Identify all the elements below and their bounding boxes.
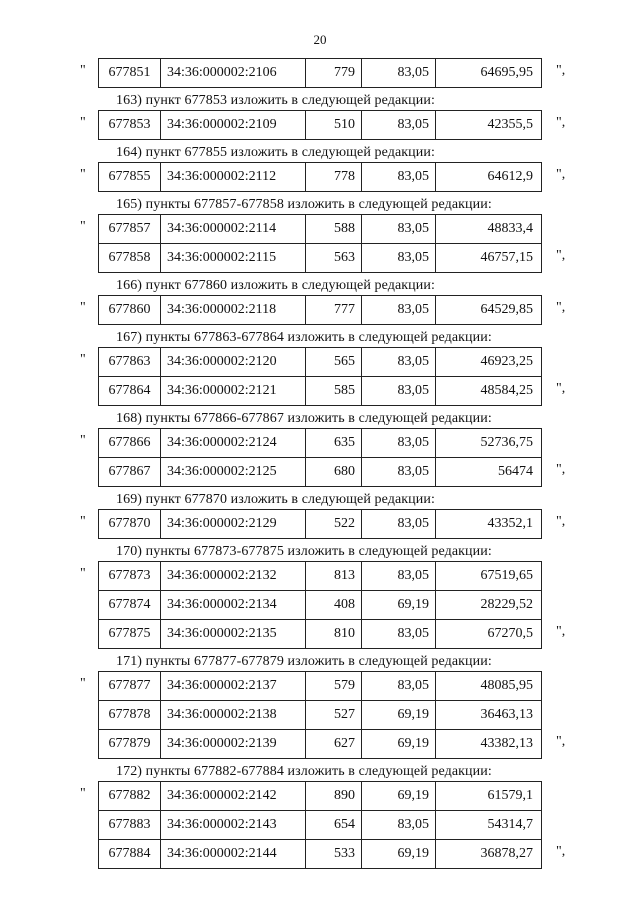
amendment-section — [0, 759, 640, 869]
opening-quote: " — [80, 676, 86, 691]
area-cell: 585 — [306, 377, 362, 405]
amendment-heading: 172) пункты 677882-677884 изложить в следующей редакции: — [116, 764, 492, 779]
closing-quote: ", — [556, 462, 566, 477]
table-row — [99, 810, 541, 839]
cadastral-number-cell: 34:36:000002:2118 — [161, 296, 306, 324]
data-table — [98, 295, 542, 325]
rate-cell: 69,19 — [362, 840, 436, 868]
data-table — [98, 214, 542, 273]
cadastral-number-cell: 34:36:000002:2106 — [161, 59, 306, 87]
table-row — [99, 782, 541, 810]
opening-quote: " — [80, 300, 86, 315]
rate-cell: 83,05 — [362, 377, 436, 405]
amendment-heading: 171) пункты 677877-677879 изложить в следующей редакции: — [116, 654, 492, 669]
area-cell: 408 — [306, 591, 362, 619]
parcel-number-cell: 677863 — [99, 348, 161, 376]
table-row — [99, 376, 541, 405]
table-row — [99, 672, 541, 700]
cadastral-number-cell: 34:36:000002:2134 — [161, 591, 306, 619]
area-cell: 522 — [306, 510, 362, 538]
cadastral-number-cell: 34:36:000002:2124 — [161, 429, 306, 457]
data-table — [98, 509, 542, 539]
parcel-number-cell: 677882 — [99, 782, 161, 810]
amount-cell: 67270,5 — [487, 626, 533, 641]
amount-cell: 64612,9 — [487, 169, 533, 184]
area-cell: 890 — [306, 782, 362, 810]
parcel-number-cell: 677855 — [99, 163, 161, 191]
closing-quote: ", — [556, 248, 566, 263]
amendment-heading: 167) пункты 677863-677864 изложить в следующей редакции: — [116, 330, 492, 345]
data-table — [98, 428, 542, 487]
opening-quote: " — [80, 115, 86, 130]
table-row — [99, 700, 541, 729]
opening-quote: " — [80, 352, 86, 367]
cadastral-number-cell: 34:36:000002:2139 — [161, 730, 306, 758]
parcel-number-cell: 677875 — [99, 620, 161, 648]
data-table — [98, 781, 542, 869]
closing-quote: ", — [556, 115, 566, 130]
amendment-section — [0, 649, 640, 759]
amendment-heading: 164) пункт 677855 изложить в следующей редакции: — [116, 145, 435, 160]
opening-quote: " — [80, 514, 86, 529]
data-table — [98, 561, 542, 649]
closing-quote: ", — [556, 844, 566, 859]
amount-cell: 28229,52 — [480, 597, 533, 612]
amendment-heading: 169) пункт 677870 изложить в следующей редакции: — [116, 492, 435, 507]
amendment-section — [0, 487, 640, 539]
cadastral-number-cell: 34:36:000002:2114 — [161, 215, 306, 243]
amendment-heading: 165) пункты 677857-677858 изложить в следующей редакции: — [116, 197, 492, 212]
cadastral-number-cell: 34:36:000002:2137 — [161, 672, 306, 700]
parcel-number-cell: 677866 — [99, 429, 161, 457]
parcel-number-cell: 677874 — [99, 591, 161, 619]
rate-cell: 83,05 — [362, 620, 436, 648]
parcel-number-cell: 677857 — [99, 215, 161, 243]
opening-quote: " — [80, 433, 86, 448]
parcel-number-cell: 677853 — [99, 111, 161, 139]
data-table — [98, 347, 542, 406]
area-cell: 533 — [306, 840, 362, 868]
amount-cell: 52736,75 — [480, 435, 533, 450]
area-cell: 654 — [306, 811, 362, 839]
table-row — [99, 510, 541, 538]
cadastral-number-cell: 34:36:000002:2143 — [161, 811, 306, 839]
amount-cell: 61579,1 — [487, 788, 533, 803]
table-row — [99, 215, 541, 243]
continued-table-section — [0, 58, 640, 88]
amendment-section — [0, 192, 640, 273]
parcel-number-cell: 677883 — [99, 811, 161, 839]
parcel-number-cell: 677858 — [99, 244, 161, 272]
amount-cell: 48833,4 — [487, 221, 533, 236]
area-cell: 635 — [306, 429, 362, 457]
table-row — [99, 619, 541, 648]
opening-quote: " — [80, 63, 86, 78]
amendment-heading: 163) пункт 677853 изложить в следующей редакции: — [116, 93, 435, 108]
parcel-number-cell: 677873 — [99, 562, 161, 590]
page-number: 20 — [313, 32, 327, 47]
rate-cell: 83,05 — [362, 672, 436, 700]
closing-quote: ", — [556, 167, 566, 182]
table-row — [99, 111, 541, 139]
rate-cell: 83,05 — [362, 562, 436, 590]
table-row — [99, 243, 541, 272]
table-row — [99, 839, 541, 868]
rate-cell: 83,05 — [362, 59, 436, 87]
rate-cell: 83,05 — [362, 163, 436, 191]
amendment-section — [0, 88, 640, 140]
amount-cell: 64695,95 — [480, 65, 533, 80]
opening-quote: " — [80, 566, 86, 581]
area-cell: 778 — [306, 163, 362, 191]
table-row — [99, 348, 541, 376]
area-cell: 680 — [306, 458, 362, 486]
rate-cell: 83,05 — [362, 348, 436, 376]
amount-cell: 46923,25 — [480, 354, 533, 369]
parcel-number-cell: 677860 — [99, 296, 161, 324]
cadastral-number-cell: 34:36:000002:2132 — [161, 562, 306, 590]
area-cell: 777 — [306, 296, 362, 324]
area-cell: 813 — [306, 562, 362, 590]
closing-quote: ", — [556, 514, 566, 529]
closing-quote: ", — [556, 624, 566, 639]
amount-cell: 56474 — [498, 464, 533, 479]
amendment-section — [0, 539, 640, 649]
amount-cell: 43382,13 — [480, 736, 533, 751]
cadastral-number-cell: 34:36:000002:2129 — [161, 510, 306, 538]
amount-cell: 36463,13 — [480, 707, 533, 722]
cadastral-number-cell: 34:36:000002:2144 — [161, 840, 306, 868]
cadastral-number-cell: 34:36:000002:2121 — [161, 377, 306, 405]
amount-cell: 67519,65 — [480, 568, 533, 583]
parcel-number-cell: 677879 — [99, 730, 161, 758]
area-cell: 510 — [306, 111, 362, 139]
amount-cell: 42355,5 — [487, 117, 533, 132]
cadastral-number-cell: 34:36:000002:2138 — [161, 701, 306, 729]
amendment-section — [0, 273, 640, 325]
opening-quote: " — [80, 167, 86, 182]
amendment-heading: 168) пункты 677866-677867 изложить в следующей редакции: — [116, 411, 492, 426]
data-table — [98, 110, 542, 140]
area-cell: 779 — [306, 59, 362, 87]
parcel-number-cell: 677884 — [99, 840, 161, 868]
amendment-section — [0, 140, 640, 192]
amendment-heading: 166) пункт 677860 изложить в следующей редакции: — [116, 278, 435, 293]
rate-cell: 83,05 — [362, 296, 436, 324]
table-row — [99, 59, 541, 87]
parcel-number-cell: 677851 — [99, 59, 161, 87]
amendment-section — [0, 406, 640, 487]
cadastral-number-cell: 34:36:000002:2125 — [161, 458, 306, 486]
rate-cell: 83,05 — [362, 510, 436, 538]
parcel-number-cell: 677870 — [99, 510, 161, 538]
amount-cell: 48085,95 — [480, 678, 533, 693]
rate-cell: 69,19 — [362, 591, 436, 619]
area-cell: 565 — [306, 348, 362, 376]
rate-cell: 69,19 — [362, 730, 436, 758]
amendment-heading: 170) пункты 677873-677875 изложить в следующей редакции: — [116, 544, 492, 559]
rate-cell: 83,05 — [362, 215, 436, 243]
parcel-number-cell: 677864 — [99, 377, 161, 405]
amendment-section — [0, 325, 640, 406]
rate-cell: 83,05 — [362, 458, 436, 486]
opening-quote: " — [80, 219, 86, 234]
rate-cell: 69,19 — [362, 701, 436, 729]
amount-cell: 48584,25 — [480, 383, 533, 398]
table-row — [99, 729, 541, 758]
cadastral-number-cell: 34:36:000002:2142 — [161, 782, 306, 810]
area-cell: 579 — [306, 672, 362, 700]
table-row — [99, 590, 541, 619]
table-row — [99, 163, 541, 191]
rate-cell: 83,05 — [362, 111, 436, 139]
rate-cell: 83,05 — [362, 811, 436, 839]
amount-cell: 36878,27 — [480, 846, 533, 861]
amount-cell: 64529,85 — [480, 302, 533, 317]
amount-cell: 46757,15 — [480, 250, 533, 265]
cadastral-number-cell: 34:36:000002:2115 — [161, 244, 306, 272]
table-row — [99, 457, 541, 486]
rate-cell: 83,05 — [362, 244, 436, 272]
area-cell: 563 — [306, 244, 362, 272]
cadastral-number-cell: 34:36:000002:2120 — [161, 348, 306, 376]
area-cell: 527 — [306, 701, 362, 729]
closing-quote: ", — [556, 734, 566, 749]
table-row — [99, 429, 541, 457]
cadastral-number-cell: 34:36:000002:2135 — [161, 620, 306, 648]
amount-cell: 54314,7 — [487, 817, 533, 832]
area-cell: 627 — [306, 730, 362, 758]
closing-quote: ", — [556, 300, 566, 315]
closing-quote: ", — [556, 63, 566, 78]
parcel-number-cell: 677878 — [99, 701, 161, 729]
parcel-number-cell: 677877 — [99, 672, 161, 700]
rate-cell: 69,19 — [362, 782, 436, 810]
amount-cell: 43352,1 — [487, 516, 533, 531]
area-cell: 588 — [306, 215, 362, 243]
closing-quote: ", — [556, 381, 566, 396]
table-row — [99, 296, 541, 324]
rate-cell: 83,05 — [362, 429, 436, 457]
opening-quote: " — [80, 786, 86, 801]
data-table — [98, 58, 542, 88]
data-table — [98, 671, 542, 759]
cadastral-number-cell: 34:36:000002:2112 — [161, 163, 306, 191]
area-cell: 810 — [306, 620, 362, 648]
table-row — [99, 562, 541, 590]
cadastral-number-cell: 34:36:000002:2109 — [161, 111, 306, 139]
document-body — [0, 58, 640, 869]
parcel-number-cell: 677867 — [99, 458, 161, 486]
data-table — [98, 162, 542, 192]
